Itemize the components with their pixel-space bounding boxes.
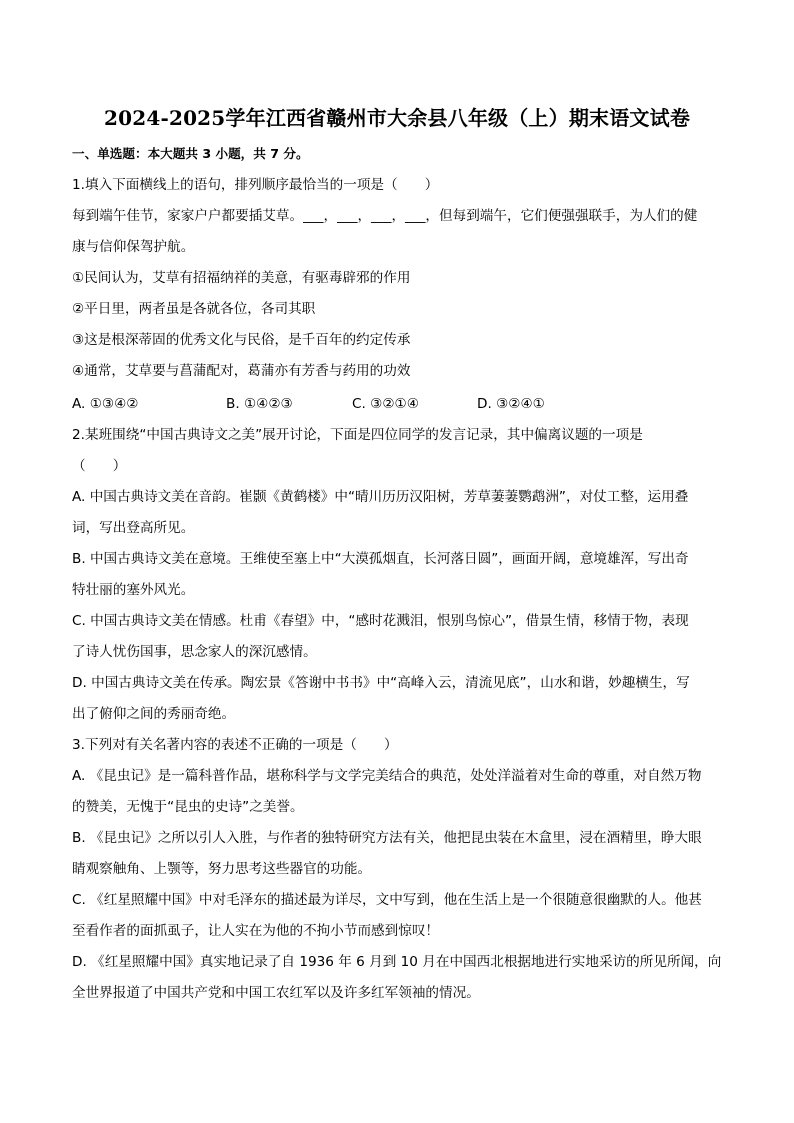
q2-option-c-line1: C. 中国古典诗文美在情感。杜甫《春望》中，“感时花溅泪，恨别鸟惊心”，借景生情，移情于物，表现: [72, 613, 689, 629]
q2-option-d-line1: D. 中国古典诗文美在传承。陶宏景《答谢中书书》中“高峰入云，清流见底”，山水和谐，妙趣横生，写: [72, 675, 690, 691]
q3-option-c-line1: C. 《红星照耀中国》中对毛泽东的描述最为详尽，文中写到，他在生活上是一个很随意很幽默的人。他甚: [72, 892, 702, 908]
q3-option-a-line1: A. 《昆虫记》是一篇科普作品，堪称科学与文学完美结合的典范，处处洋溢着对生命的尊重，对自然万物: [72, 768, 702, 784]
q1-sentence-1: ①民间认为，艾草有招福纳祥的美意，有驱毒辟邪的作用: [72, 270, 411, 286]
q2-stem-line2: （ ）: [72, 458, 127, 474]
q2-stem-line1: 2.某班围绕“中国古典诗文之美”展开讨论，下面是四位同学的发言记录，其中偏离议题的一项是: [72, 427, 643, 443]
q1-passage-line1: 每到端午佳节，家家户户都要插艾草。___，___，___，___，但每到端午，它们便强强联手，为人们的健: [72, 208, 698, 224]
q1-option-a: A. ①③④②: [72, 396, 139, 412]
q1-stem: 1.填入下面横线上的语句，排列顺序最恰当的一项是（ ）: [72, 177, 439, 193]
q1-passage-line2: 康与信仰保驾护航。: [72, 239, 195, 255]
q2-option-a-line1: A. 中国古典诗文美在音韵。崔颢《黄鹤楼》中“晴川历历汉阳树，芳草萋萋鹦鹉洲”，对仗工整，运用叠: [72, 489, 689, 505]
q3-stem: 3.下列对有关名著内容的表述不正确的一项是（ ）: [72, 737, 398, 753]
q3-option-b-line2: 睛观察触角、上颚等，努力思考这些器官的功能。: [72, 861, 372, 877]
exam-title: 2024-2025学年江西省赣州市大余县八年级（上）期末语文试卷: [103, 106, 691, 130]
q1-option-b: B. ①④②③: [226, 396, 293, 412]
q2-option-d-line2: 出了俯仰之间的秀丽奇绝。: [72, 706, 236, 722]
section-heading: 一、单选题：本大题共 3 小题，共 7 分。: [72, 146, 309, 161]
q3-option-a-line2: 的赞美，无愧于“昆虫的史诗”之美誉。: [72, 799, 304, 815]
q2-option-b-line1: B. 中国古典诗文美在意境。王维使至塞上中“大漠孤烟直，长河落日圆”，画面开阔，意境雄浑，写出奇: [72, 551, 689, 567]
q3-option-c-line2: 至看作者的面抓虱子，让人实在为他的不拘小节而感到惊叹！: [72, 923, 440, 939]
q3-option-b-line1: B. 《昆虫记》之所以引人入胜，与作者的独特研究方法有关，他把昆虫装在木盒里，浸在酒精里，睁大眼: [72, 830, 702, 846]
q1-sentence-2: ②平日里，两者虽是各就各位，各司其职: [72, 301, 316, 317]
q3-option-d-line1: D. 《红星照耀中国》真实地记录了自 1936 年 6 月到 10 月在中国西北根据地进行实地采访的所见所闻，向: [72, 954, 722, 970]
q1-option-c: C. ③②①④: [352, 396, 419, 412]
q3-option-d-line2: 全世界报道了中国共产党和中国工农红军以及许多红军领袖的情况。: [72, 985, 480, 1001]
q2-option-b-line2: 特壮丽的塞外风光。: [72, 582, 195, 598]
q1-sentence-3: ③这是根深蒂固的优秀文化与民俗，是千百年的约定传承: [72, 332, 411, 348]
q1-sentence-4: ④通常，艾草要与菖蒲配对，葛蒲亦有芳香与药用的功效: [72, 363, 411, 379]
q1-option-d: D. ③②④①: [477, 396, 545, 412]
q2-option-c-line2: 了诗人忧伤国事，思念家人的深沉感情。: [72, 644, 317, 660]
q2-option-a-line2: 词，写出登高所见。: [72, 520, 195, 536]
